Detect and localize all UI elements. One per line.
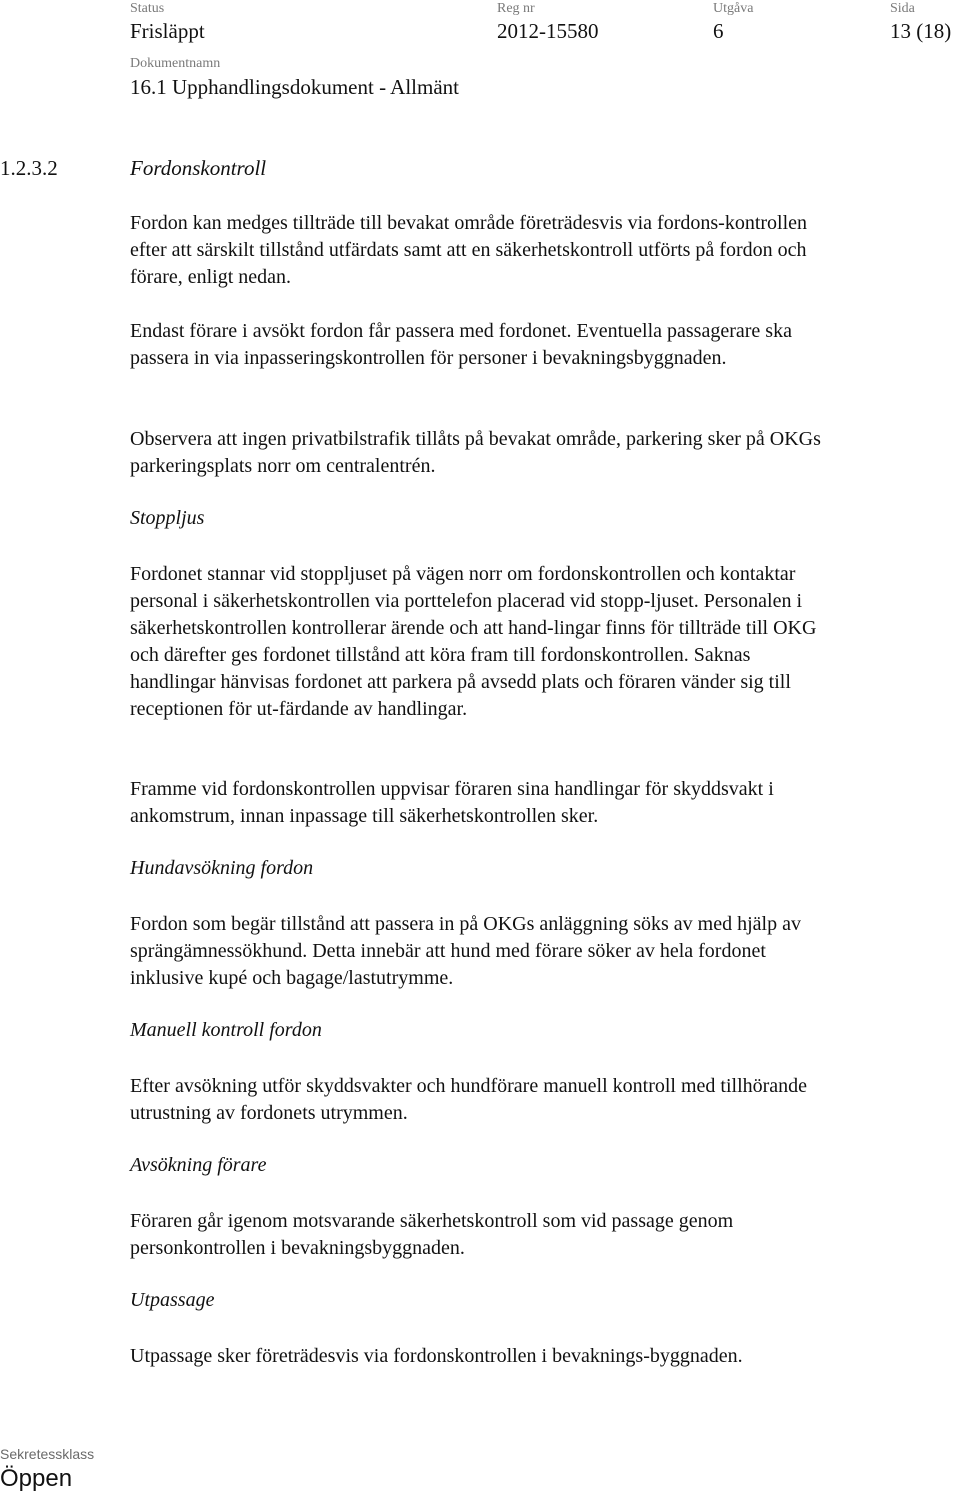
paragraph: Föraren går igenom motsvarande säkerhetskontroll som vid passage genom personkontrollen i bevakningsbyggnaden. [130, 1210, 734, 1259]
regnr-label: Reg nr [497, 1, 535, 16]
regnr-value: 2012-15580 [497, 19, 599, 43]
subheading-avsokning-forare: Avsökning förare [130, 1154, 267, 1176]
section-number: 1.2.3.2 [0, 156, 58, 180]
sida-value: 13 (18) [890, 19, 952, 43]
status-value: Frisläppt [130, 19, 205, 43]
subheading-utpassage: Utpassage [130, 1289, 215, 1311]
utgava-label: Utgåva [713, 1, 754, 16]
paragraph: Endast förare i avsökt fordon får passera med fordonet. Eventuella passagerare ska passera in via inpasseringskontrollen för personer i bevakningsbyggnaden. [130, 320, 792, 369]
paragraph: Fordon som begär tillstånd att passera in på OKGs anläggning söks av med hjälp av sprängämnessökhund. Detta innebär att hund med förare söker av hela fordonet inklusive kupé och bagage/lastutrymme. [130, 913, 801, 989]
paragraph: Fordonet stannar vid stoppljuset på vägen norr om fordonskontrollen och kontaktar personal i säkerhetskontrollen via porttelefon placerad vid stopp-ljuset. Personalen i säkerhetskontrollen kontrollerar ärende och att hand-lingar finns för tillträde till OKG och därefter ges fordonet tillstånd att köra fram till fordonskontrollen. Saknas handlingar hänvisas fordonet att parkera på avsedd plats och föraren vänder sig till receptionen för ut-färdande av handlingar. [130, 563, 817, 720]
section-title: Fordonskontroll [130, 156, 267, 180]
docname-value: 16.1 Upphandlingsdokument - Allmänt [130, 75, 459, 99]
sida-label: Sida [890, 1, 915, 16]
paragraph: Efter avsökning utför skyddsvakter och hundförare manuell kontroll med tillhörande utrustning av fordonets utrymmen. [130, 1075, 808, 1124]
subheading-hundavsokning: Hundavsökning fordon [130, 857, 314, 879]
utgava-value: 6 [713, 19, 724, 43]
paragraph: Observera att ingen privatbilstrafik tillåts på bevakat område, parkering sker på OKGs parkeringsplats norr om centralentrén. [130, 428, 821, 477]
status-label: Status [130, 1, 165, 16]
paragraph: Fordon kan medges tillträde till bevakat område företrädesvis via fordons-kontrollen efter att särskilt tillstånd utfärdats samt att en säkerhetskontroll utförts på fordon och förare, enligt nedan. [130, 212, 808, 288]
paragraph: Framme vid fordonskontrollen uppvisar föraren sina handlingar för skyddsvakt i ankomstrum, innan inpassage till säkerhetskontrollen sker. [130, 778, 774, 827]
classification-value: Öppen [0, 1465, 73, 1492]
docname-label: Dokumentnamn [130, 56, 221, 71]
paragraph: Utpassage sker företrädesvis via fordonskontrollen i bevaknings-byggnaden. [130, 1345, 743, 1367]
section-heading [0, 156, 960, 186]
classification-label: Sekretessklass [0, 1446, 95, 1462]
subheading-stoppljus: Stoppljus [130, 507, 205, 529]
subheading-manuell-kontroll: Manuell kontroll fordon [130, 1019, 322, 1041]
